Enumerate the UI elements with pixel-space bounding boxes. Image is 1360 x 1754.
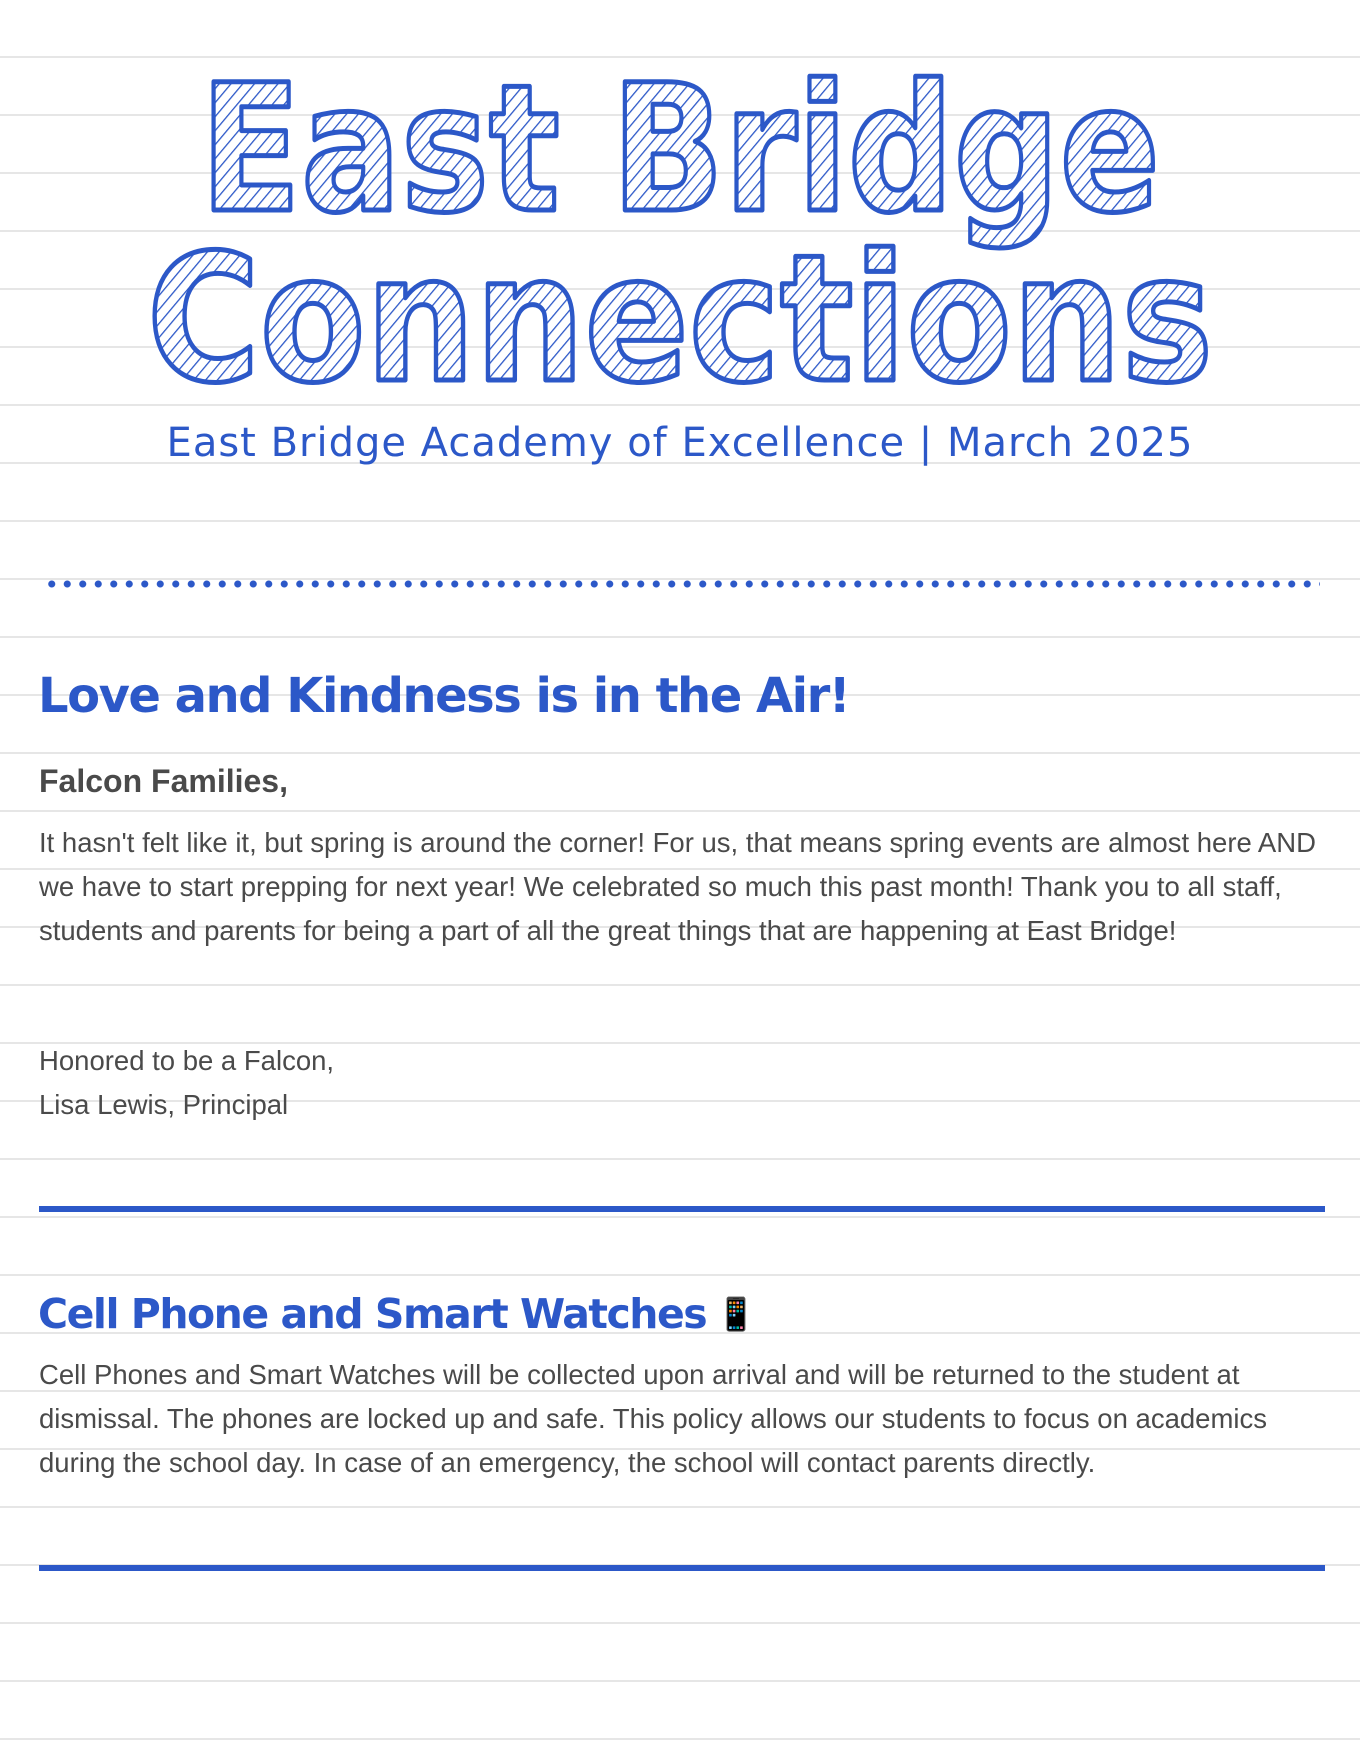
masthead-title xyxy=(0,50,1360,410)
masthead-title-line2: Connections xyxy=(147,217,1213,410)
section-heading-text: Cell Phone and Smart Watches xyxy=(38,1290,707,1338)
signoff-signature: Lisa Lewis, Principal xyxy=(39,1089,289,1120)
masthead-title-line1: East Bridge xyxy=(200,50,1160,252)
signoff xyxy=(39,1039,1329,1127)
section-divider xyxy=(39,1565,1325,1571)
masthead-subtitle: East Bridge Academy of Excellence | March 2025 xyxy=(166,420,1194,466)
cell-policy-paragraph: Cell Phones and Smart Watches will be collected upon arrival and will be returned to the student at dismissal. The phones are locked up and safe. This policy allows our students to focus on academics during the school day. In case of an emergency, the school will contact parents directly. xyxy=(39,1359,1267,1478)
section-divider xyxy=(39,1206,1325,1212)
section-heading: Love and Kindness is in the Air! xyxy=(38,668,850,724)
greeting: Falcon Families, xyxy=(39,763,288,799)
mobile-phone-icon: 📱 xyxy=(716,1295,757,1333)
dotted-divider xyxy=(44,580,1320,588)
masthead xyxy=(0,50,1360,410)
intro-paragraph: It hasn't felt like it, but spring is around the corner! For us, that means spring events are almost here AND we have to start prepping for next year! We celebrated so much this past month! Thank you to all staff, students and parents for being a part of all the great things that are happening at East Bridge! xyxy=(39,827,1316,946)
section-heading xyxy=(38,1290,756,1338)
signoff-line: Honored to be a Falcon, xyxy=(39,1045,335,1076)
